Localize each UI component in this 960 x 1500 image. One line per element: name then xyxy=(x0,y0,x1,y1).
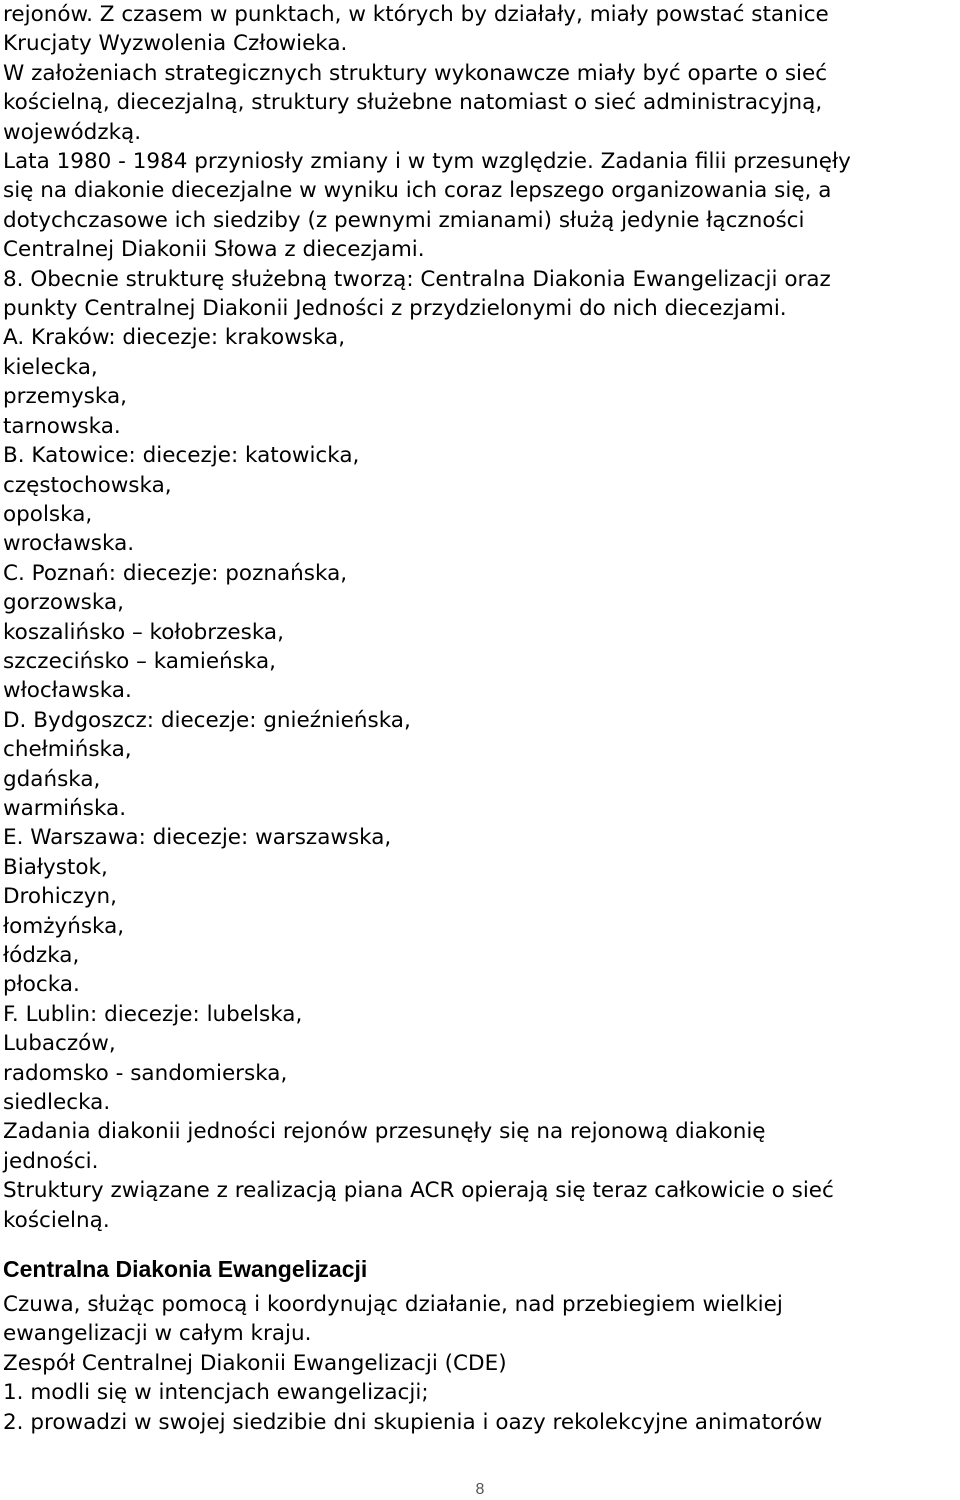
text-line: Lubaczów, xyxy=(3,1031,116,1057)
text-line: łódzka, xyxy=(3,943,80,968)
text-line: szczecińsko – kamieńska, xyxy=(3,648,277,674)
text-line: Białystok, xyxy=(3,854,108,880)
text-line: wojewódzką. xyxy=(3,119,142,145)
text-line: kościelną. xyxy=(3,1207,110,1233)
text-line: siedlecka. xyxy=(3,1090,111,1116)
text-line: Zespół Centralnej Diakonii Ewangelizacji (CDE) xyxy=(3,1350,507,1376)
text-line: 8. Obecnie strukturę służebną tworzą: Centralna Diakonia Ewangelizacji oraz xyxy=(3,266,831,292)
document-page xyxy=(3,0,953,1437)
text-line: Struktury związane z realizacją piana ACR opierają się teraz całkowicie o sieć xyxy=(3,1178,834,1204)
text-line: chełmińska, xyxy=(3,737,132,763)
text-line: częstochowska, xyxy=(3,472,172,498)
text-line: przemyska, xyxy=(3,384,127,410)
text-line: płocka. xyxy=(3,972,80,998)
text-line: E. Warszawa: diecezje: warszawska, xyxy=(3,825,392,851)
text-line: F. Lublin: diecezje: lubelska, xyxy=(3,1001,303,1027)
text-line: C. Poznań: diecezje: poznańska, xyxy=(3,560,348,586)
text-line: Czuwa, służąc pomocą i koordynując działanie, nad przebiegiem wielkiej xyxy=(3,1292,783,1318)
text-line: opolska, xyxy=(3,501,93,527)
text-line: ewangelizacji w całym kraju. xyxy=(3,1321,312,1347)
text-line: wrocławska. xyxy=(3,531,135,557)
text-line: kielecka, xyxy=(3,354,98,380)
text-line: Centralnej Diakonii Słowa z diecezjami. xyxy=(3,237,425,263)
page-number: 8 xyxy=(475,1481,485,1498)
text-line: tarnowska. xyxy=(3,413,121,439)
text-line: rejonów. Z czasem w punktach, w których by działały, miały powstać stanice xyxy=(3,2,829,27)
section-heading: Centralna Diakonia Ewangelizacji xyxy=(3,1256,368,1283)
text-line: dotychczasowe ich siedziby (z pewnymi zmianami) służą jedynie łączności xyxy=(3,207,805,233)
text-line: Krucjaty Wyzwolenia Człowieka. xyxy=(3,31,348,57)
body-text-after-heading xyxy=(3,1290,953,1437)
text-line: W założeniach strategicznych struktury wykonawcze miały być oparte o sieć xyxy=(3,60,828,86)
text-line: się na diakonie diecezjalne w wyniku ich coraz lepszego organizowania się, a xyxy=(3,178,832,204)
text-line: Zadania diakonii jedności rejonów przesunęły się na rejonową diakonię xyxy=(3,1119,766,1145)
text-line: gorzowska, xyxy=(3,590,124,616)
body-text-before-heading xyxy=(3,0,953,1235)
text-line: radomsko - sandomierska, xyxy=(3,1060,288,1086)
text-line: kościelną, diecezjalną, struktury służebne natomiast o sieć administracyjną, xyxy=(3,90,823,116)
text-line: gdańska, xyxy=(3,766,101,792)
text-line: włocławska. xyxy=(3,678,132,704)
text-line: jedności. xyxy=(3,1148,99,1174)
text-line: 2. prowadzi w swojej siedzibie dni skupienia i oazy rekolekcyjne animatorów xyxy=(3,1409,823,1435)
text-line: łomżyńska, xyxy=(3,913,125,939)
text-line: A. Kraków: diecezje: krakowska, xyxy=(3,325,346,351)
text-line: B. Katowice: diecezje: katowicka, xyxy=(3,443,360,469)
text-line: D. Bydgoszcz: diecezje: gnieźnieńska, xyxy=(3,707,411,733)
text-line: Drohiczyn, xyxy=(3,884,117,910)
text-line: warmińska. xyxy=(3,795,127,821)
text-line: punkty Centralnej Diakonii Jedności z przydzielonymi do nich diecezjami. xyxy=(3,296,787,322)
text-line: Lata 1980 - 1984 przyniosły zmiany i w tym względzie. Zadania filii przesunęły xyxy=(3,149,851,175)
text-line: 1. modli się w intencjach ewangelizacji; xyxy=(3,1380,429,1406)
text-line: koszalińsko – kołobrzeska, xyxy=(3,619,284,645)
